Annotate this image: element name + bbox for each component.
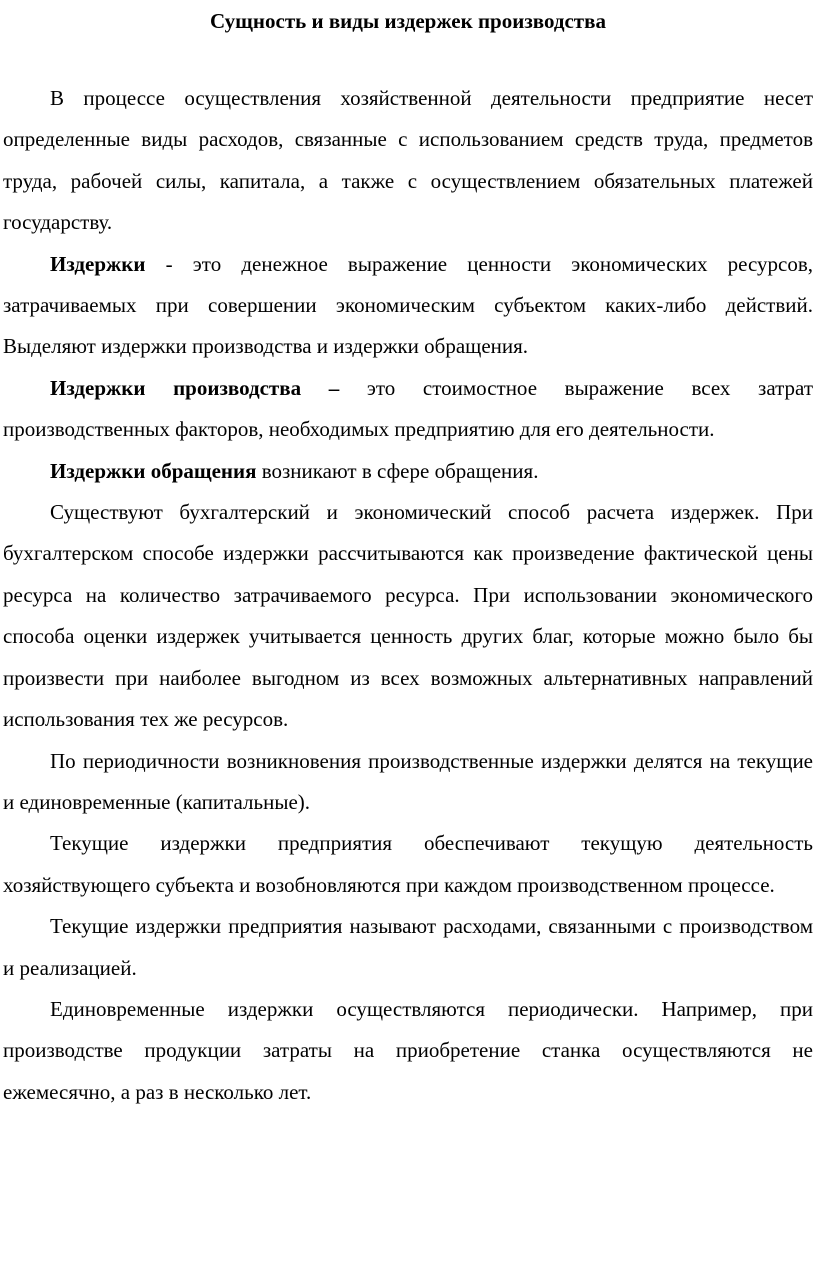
paragraph-calculation-methods [3, 492, 813, 740]
term-costs: Издержки [50, 251, 146, 276]
paragraph-text: это стоимостное выражение всех затрат производственных факторов, необходимых предприятию для его деятельности. [3, 375, 813, 442]
paragraph-text: - это денежное выражение ценности экономических ресурсов, затрачиваемых при совершении экономическим субъектом каких-либо действий. Выделяют издержки производства и издержки обращения. [3, 251, 813, 359]
paragraph-current-costs-naming [3, 906, 813, 989]
term-production-costs: Издержки производства – [50, 375, 340, 400]
term-circulation-costs: Издержки обращения [50, 458, 257, 483]
document-title: Сущность и виды издержек производства [210, 9, 606, 33]
paragraph-text: Текущие издержки предприятия обеспечивают текущую деятельность хозяйствующего субъекта и возобновляются при каждом производственном процессе. [3, 831, 813, 897]
document-page [3, 0, 813, 1113]
paragraph-text: По периодичности возникновения производственные издержки делятся на текущие и единовременные (капитальные). [3, 748, 813, 814]
title-spacer [3, 40, 813, 78]
paragraph-costs-definition [3, 244, 813, 368]
paragraph-current-costs [3, 823, 813, 906]
paragraph-text: Текущие издержки предприятия называют расходами, связанными с производством и реализацией. [3, 914, 813, 980]
paragraph-text: Существуют бухгалтерский и экономический способ расчета издержек. При бухгалтерском способе издержки рассчитываются как произведение фактической цены ресурса на количество затрачиваемого ресурса. При использовании экономического способа оценки издержек учитывается ценность других благ, которые можно было бы произвести при наиболее выгодном из всех возможных альтернативных направлений использования тех же ресурсов. [3, 500, 813, 732]
paragraph-circulation-costs [3, 451, 813, 492]
paragraph-production-costs [3, 368, 813, 451]
paragraph-periodicity [3, 741, 813, 824]
paragraph-one-time-costs [3, 989, 813, 1113]
paragraph-intro [3, 78, 813, 244]
paragraph-text: Единовременные издержки осуществляются периодически. Например, при производстве продукции затраты на приобретение станка осуществляются не ежемесячно, а раз в несколько лет. [3, 996, 813, 1104]
paragraph-text: В процессе осуществления хозяйственной деятельности предприятие несет определенные виды расходов, связанные с использованием средств труда, предметов труда, рабочей силы, капитала, а также с осуществлением обязательных платежей государству. [3, 86, 813, 235]
paragraph-text: возникают в сфере обращения. [256, 458, 539, 483]
